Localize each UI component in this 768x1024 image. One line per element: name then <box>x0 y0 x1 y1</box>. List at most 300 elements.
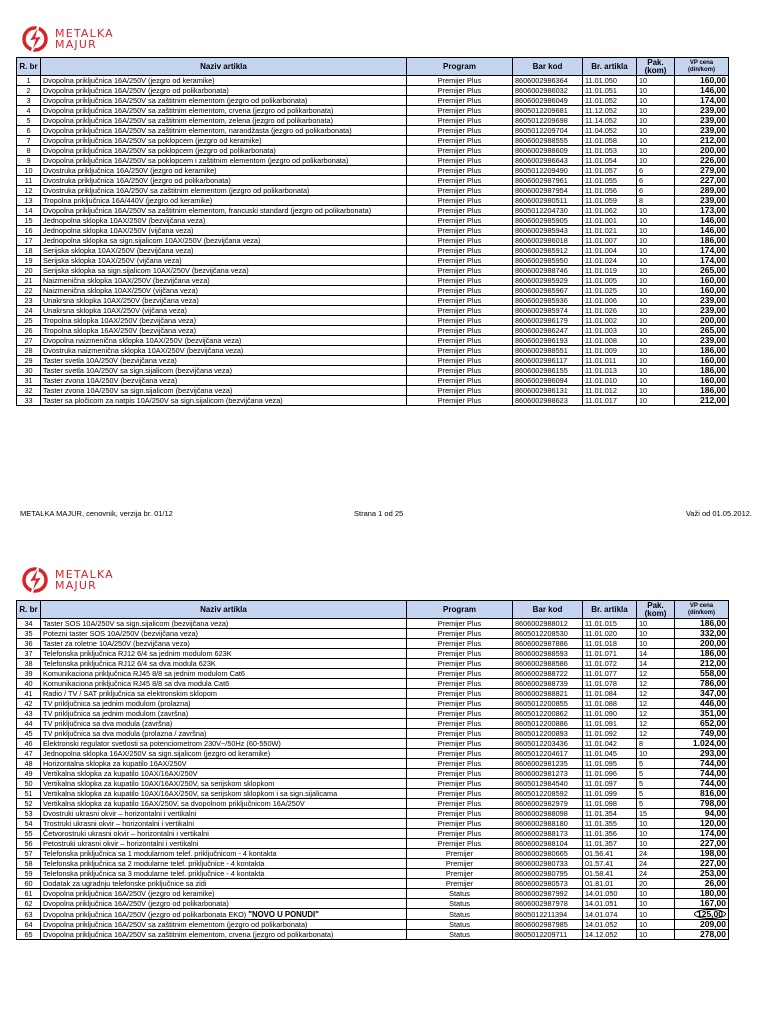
row-number: 61 <box>17 889 41 899</box>
barcode: 8606002987886 <box>513 639 583 649</box>
barcode: 8605012208530 <box>513 629 583 639</box>
barcode: 8605012209698 <box>513 116 583 126</box>
price: 186,00 <box>675 619 729 629</box>
program: Premijer Plus <box>407 629 513 639</box>
table-row <box>17 316 729 326</box>
item-name: Dvopolna priključnica 16A/250V (jezgro od polikarbonata) <box>41 899 407 909</box>
item-name: Telefonska priključnica sa 2 modularne telef. priključnice - 4 kontakta <box>41 859 407 869</box>
table-row <box>17 669 729 679</box>
pack-qty: 10 <box>637 126 675 136</box>
col-header-naziv: Naziv artikla <box>41 58 407 76</box>
price: 227,00 <box>675 176 729 186</box>
item-name: Taster zvona 10A/250V (bezvijčana veza) <box>41 376 407 386</box>
row-number: 34 <box>17 619 41 629</box>
item-code: 11.01.357 <box>583 839 637 849</box>
pack-qty: 10 <box>637 346 675 356</box>
item-name: Petostruki ukrasni okvir – horizontalni i vertikalni <box>41 839 407 849</box>
row-number: 35 <box>17 629 41 639</box>
price: 200,00 <box>675 146 729 156</box>
barcode: 8606002985950 <box>513 256 583 266</box>
program: Premijer Plus <box>407 256 513 266</box>
lightning-logo-icon <box>20 565 50 595</box>
item-code: 11.01.062 <box>583 206 637 216</box>
pack-qty: 10 <box>637 366 675 376</box>
item-code: 11.01.090 <box>583 709 637 719</box>
barcode: 8606002987961 <box>513 176 583 186</box>
program: Status <box>407 889 513 899</box>
price: 26,00 <box>675 879 729 889</box>
pack-qty: 24 <box>637 869 675 879</box>
pack-qty: 5 <box>637 799 675 809</box>
brand-name-line1: METALKA <box>55 568 114 581</box>
item-code: 11.01.058 <box>583 136 637 146</box>
price: 239,00 <box>675 196 729 206</box>
item-code: 11.01.008 <box>583 336 637 346</box>
program: Premijer Plus <box>407 106 513 116</box>
barcode: 8606002988623 <box>513 396 583 406</box>
brand-name-line2: MAJUR <box>55 579 97 592</box>
row-number: 25 <box>17 316 41 326</box>
program: Premijer Plus <box>407 186 513 196</box>
table-row <box>17 306 729 316</box>
pack-qty: 10 <box>637 156 675 166</box>
pack-qty: 10 <box>637 920 675 930</box>
item-code: 11.01.045 <box>583 749 637 759</box>
item-name: Serijska sklopka 10AX/250V (bezvijčana veza) <box>41 246 407 256</box>
barcode: 8606002986094 <box>513 376 583 386</box>
barcode: 8606002986643 <box>513 156 583 166</box>
program: Premijer Plus <box>407 206 513 216</box>
row-number: 65 <box>17 930 41 940</box>
col-header-program: Program <box>407 58 513 76</box>
program: Premijer Plus <box>407 246 513 256</box>
price: 652,00 <box>675 719 729 729</box>
table-row <box>17 849 729 859</box>
barcode: 8606002988180 <box>513 819 583 829</box>
row-number: 3 <box>17 96 41 106</box>
item-code: 11.01.002 <box>583 316 637 326</box>
item-code: 01.56.41 <box>583 849 637 859</box>
price: 786,00 <box>675 679 729 689</box>
table-row <box>17 276 729 286</box>
row-number: 7 <box>17 136 41 146</box>
price: 120,00 <box>675 819 729 829</box>
pack-qty: 10 <box>637 226 675 236</box>
row-number: 50 <box>17 779 41 789</box>
pack-qty: 10 <box>637 146 675 156</box>
table-row <box>17 749 729 759</box>
pack-qty: 10 <box>637 356 675 366</box>
item-code: 11.01.053 <box>583 146 637 156</box>
lightning-logo-icon <box>20 24 50 54</box>
price: 174,00 <box>675 256 729 266</box>
pack-qty: 10 <box>637 286 675 296</box>
price: 146,00 <box>675 216 729 226</box>
price: 816,00 <box>675 789 729 799</box>
pack-qty: 10 <box>637 629 675 639</box>
item-name: Vertikalna sklopka za kupatilo 10AX/16AX/250V <box>41 769 407 779</box>
price: 332,00 <box>675 629 729 639</box>
item-name: Dvostruka priključnica 16A/250V (jezgro od polikarbonata) <box>41 176 407 186</box>
program: Premijer Plus <box>407 86 513 96</box>
barcode: 8606002987954 <box>513 186 583 196</box>
table-row <box>17 236 729 246</box>
col-header-rbr: R. br <box>17 601 41 619</box>
program: Premijer Plus <box>407 346 513 356</box>
program: Premijer Plus <box>407 659 513 669</box>
program: Status <box>407 930 513 940</box>
row-number: 64 <box>17 920 41 930</box>
pack-qty: 8 <box>637 739 675 749</box>
item-name: TV priključnica sa jednim modulom (završna) <box>41 709 407 719</box>
pack-qty: 14 <box>637 649 675 659</box>
pack-qty: 10 <box>637 909 675 920</box>
price: 212,00 <box>675 659 729 669</box>
pack-qty: 20 <box>637 879 675 889</box>
barcode: 8605012200893 <box>513 729 583 739</box>
program: Premijer Plus <box>407 719 513 729</box>
row-number: 40 <box>17 679 41 689</box>
barcode: 8606002985929 <box>513 276 583 286</box>
program: Premijer Plus <box>407 126 513 136</box>
row-number: 44 <box>17 719 41 729</box>
row-number: 23 <box>17 296 41 306</box>
program: Premijer Plus <box>407 76 513 86</box>
row-number: 36 <box>17 639 41 649</box>
price: 265,00 <box>675 266 729 276</box>
barcode: 8606002986247 <box>513 326 583 336</box>
barcode: 8606002980795 <box>513 869 583 879</box>
pack-qty: 15 <box>637 809 675 819</box>
table-row <box>17 779 729 789</box>
table-row <box>17 126 729 136</box>
price: 160,00 <box>675 76 729 86</box>
table-row <box>17 659 729 669</box>
item-code: 11.01.078 <box>583 679 637 689</box>
table-body-2 <box>17 619 729 940</box>
brand-name-line2: MAJUR <box>55 38 97 51</box>
item-code: 11.01.099 <box>583 789 637 799</box>
price: 253,00 <box>675 869 729 879</box>
barcode: 8605012200886 <box>513 719 583 729</box>
table-row <box>17 396 729 406</box>
table-row <box>17 759 729 769</box>
item-name: Taster sa pločicom za natpis 10A/250V sa sign.sijalicom (bezvijčana veza) <box>41 396 407 406</box>
item-name: Naizmenična sklopka 10AX/250V (vijčana veza) <box>41 286 407 296</box>
program: Premijer Plus <box>407 226 513 236</box>
item-code: 11.01.011 <box>583 356 637 366</box>
item-name: Dvostruka priključnica 16A/250V sa zaštitnim elementom (jezgro od polikarbonata) <box>41 186 407 196</box>
col-header-pak: Pak. (kom) <box>637 58 675 76</box>
item-code: 11.01.013 <box>583 366 637 376</box>
table-row <box>17 729 729 739</box>
price: 289,00 <box>675 186 729 196</box>
row-number: 19 <box>17 256 41 266</box>
program: Premijer Plus <box>407 809 513 819</box>
table-row <box>17 769 729 779</box>
price: 160,00 <box>675 286 729 296</box>
pack-qty: 10 <box>637 889 675 899</box>
pack-qty: 10 <box>637 316 675 326</box>
pack-qty: 10 <box>637 819 675 829</box>
row-number: 4 <box>17 106 41 116</box>
item-code: 11.01.042 <box>583 739 637 749</box>
row-number: 56 <box>17 839 41 849</box>
barcode: 8606002988173 <box>513 829 583 839</box>
price: 744,00 <box>675 759 729 769</box>
pack-qty: 24 <box>637 859 675 869</box>
program: Premijer Plus <box>407 669 513 679</box>
row-number: 33 <box>17 396 41 406</box>
item-code: 11.14.052 <box>583 116 637 126</box>
row-number: 60 <box>17 879 41 889</box>
table-row <box>17 699 729 709</box>
item-name: Dodatak za ugradnju telefonske priključnice sa zidi <box>41 879 407 889</box>
item-code: 01.58.41 <box>583 869 637 879</box>
item-name: Jednopolna sklopka 16AX/250V sa sign.sijalicom (jezgro od keramike) <box>41 749 407 759</box>
price: 749,00 <box>675 729 729 739</box>
program: Premijer Plus <box>407 146 513 156</box>
item-name: Dvopolna priključnica 16A/250V sa zaštitnim elementom, crvena (jezgro od polikarbonata) <box>41 106 407 116</box>
price: 279,00 <box>675 166 729 176</box>
table-row <box>17 76 729 86</box>
pack-qty: 10 <box>637 376 675 386</box>
program: Premijer Plus <box>407 236 513 246</box>
barcode: 8606002986193 <box>513 336 583 346</box>
program: Premijer Plus <box>407 386 513 396</box>
pack-qty: 12 <box>637 719 675 729</box>
program: Premijer Plus <box>407 709 513 719</box>
row-number: 20 <box>17 266 41 276</box>
row-number: 18 <box>17 246 41 256</box>
program: Premijer Plus <box>407 136 513 146</box>
table-row <box>17 216 729 226</box>
barcode: 8606002988098 <box>513 809 583 819</box>
pack-qty: 12 <box>637 669 675 679</box>
row-number: 42 <box>17 699 41 709</box>
barcode: 8605012200855 <box>513 699 583 709</box>
price: 174,00 <box>675 96 729 106</box>
program: Premijer Plus <box>407 829 513 839</box>
row-number: 54 <box>17 819 41 829</box>
barcode: 8606002985967 <box>513 286 583 296</box>
barcode: 8605012209681 <box>513 106 583 116</box>
barcode: 8606002988104 <box>513 839 583 849</box>
price: 200,00 <box>675 639 729 649</box>
item-name: Taster svetla 10A/250V (bezvijčana veza) <box>41 356 407 366</box>
barcode: 8606002986364 <box>513 76 583 86</box>
program: Premijer <box>407 849 513 859</box>
program: Premijer Plus <box>407 779 513 789</box>
barcode: 8605012203436 <box>513 739 583 749</box>
program: Premijer Plus <box>407 266 513 276</box>
col-header-cena: VP cena (din/kom) <box>675 601 729 619</box>
item-code: 11.01.092 <box>583 729 637 739</box>
item-code: 11.01.059 <box>583 196 637 206</box>
barcode: 8606002986179 <box>513 316 583 326</box>
pack-qty: 12 <box>637 709 675 719</box>
item-code: 11.01.026 <box>583 306 637 316</box>
program: Premijer Plus <box>407 739 513 749</box>
row-number: 5 <box>17 116 41 126</box>
item-name: Unakrsna sklopka 10AX/250V (vijčana veza) <box>41 306 407 316</box>
table-row <box>17 266 729 276</box>
pack-qty: 10 <box>637 749 675 759</box>
item-code: 11.01.077 <box>583 669 637 679</box>
col-header-program: Program <box>407 601 513 619</box>
pack-qty: 10 <box>637 276 675 286</box>
item-code: 11.01.024 <box>583 256 637 266</box>
item-code: 11.01.054 <box>583 156 637 166</box>
table-row <box>17 859 729 869</box>
pack-qty: 6 <box>637 186 675 196</box>
table-row <box>17 386 729 396</box>
item-name: Tropolna sklopka 16AX/250V (bezvijčana veza) <box>41 326 407 336</box>
item-name: Dvopolna priključnica 16A/250V (jezgro od polikarbonata EKO) "NOVO U PONUDI" <box>41 909 407 920</box>
row-number: 59 <box>17 869 41 879</box>
program: Premijer Plus <box>407 789 513 799</box>
program: Status <box>407 899 513 909</box>
barcode: 8605012208592 <box>513 789 583 799</box>
program: Premijer Plus <box>407 326 513 336</box>
item-code: 11.01.012 <box>583 386 637 396</box>
price: 167,00 <box>675 899 729 909</box>
price: 227,00 <box>675 859 729 869</box>
item-name: Jednopolna sklopka 10AX/250V (bezvijčana veza) <box>41 216 407 226</box>
barcode: 8606002988821 <box>513 689 583 699</box>
barcode: 8606002988551 <box>513 346 583 356</box>
barcode: 8606002988593 <box>513 649 583 659</box>
item-code: 11.01.096 <box>583 769 637 779</box>
item-name: Taster svetla 10A/250V sa sign.sijalicom (bezvijčana veza) <box>41 366 407 376</box>
item-name: Telefonska priključnica RJ12 6/4 sa dva modula 623K <box>41 659 407 669</box>
barcode: 8606002986018 <box>513 236 583 246</box>
price-table-1 <box>16 57 729 406</box>
table-row <box>17 86 729 96</box>
item-code: 01.57.41 <box>583 859 637 869</box>
company-logo <box>20 563 114 597</box>
row-number: 1 <box>17 76 41 86</box>
price: 239,00 <box>675 336 729 346</box>
row-number: 37 <box>17 649 41 659</box>
barcode: 8605012209704 <box>513 126 583 136</box>
barcode: 8606002986117 <box>513 356 583 366</box>
item-name: Vertikalna sklopka za kupatilo 16AX/250V, sa dvopolnom priključnicom 16A/250V <box>41 799 407 809</box>
pack-qty: 10 <box>637 256 675 266</box>
price: 174,00 <box>675 829 729 839</box>
table-row <box>17 166 729 176</box>
barcode: 8606002985936 <box>513 296 583 306</box>
barcode: 8606002980573 <box>513 879 583 889</box>
item-name: Dvopolna priključnica 16A/250V sa zaštitnim elementom, narandžasta (jezgro od polikarbonata) <box>41 126 407 136</box>
pack-qty: 5 <box>637 769 675 779</box>
price: 186,00 <box>675 346 729 356</box>
pack-qty: 10 <box>637 116 675 126</box>
pack-qty: 24 <box>637 849 675 859</box>
item-code: 11.01.091 <box>583 719 637 729</box>
item-code: 11.01.006 <box>583 296 637 306</box>
item-code: 14.01.050 <box>583 889 637 899</box>
pack-qty: 5 <box>637 779 675 789</box>
item-code: 11.12.052 <box>583 106 637 116</box>
row-number: 30 <box>17 366 41 376</box>
program: Premijer Plus <box>407 769 513 779</box>
table-row <box>17 930 729 940</box>
item-name: Taster zvona 10A/250V sa sign.sijalicom (bezvijčana veza) <box>41 386 407 396</box>
program: Premijer Plus <box>407 729 513 739</box>
row-number: 57 <box>17 849 41 859</box>
item-name: Dvopolna priključnica 16A/250V sa zaštitnim elementom, francuski standard (jezgro od polikarbonata) <box>41 206 407 216</box>
table-row <box>17 869 729 879</box>
price: 265,00 <box>675 326 729 336</box>
barcode: 8605012209711 <box>513 930 583 940</box>
table-row <box>17 819 729 829</box>
item-name: Potezni taster SOS 10A/250V (bezvijčana veza) <box>41 629 407 639</box>
program: Premijer Plus <box>407 96 513 106</box>
item-name: Unakrsna sklopka 10AX/250V (bezvijčana veza) <box>41 296 407 306</box>
program: Premijer Plus <box>407 116 513 126</box>
table-row <box>17 346 729 356</box>
program: Premijer Plus <box>407 196 513 206</box>
item-code: 11.01.088 <box>583 699 637 709</box>
row-number: 39 <box>17 669 41 679</box>
barcode: 8606002980511 <box>513 196 583 206</box>
table-row <box>17 879 729 889</box>
price: 212,00 <box>675 396 729 406</box>
item-name: Elektronski regulator svetlosti sa potenciometrom 230V~/50Hz (60-550W) <box>41 739 407 749</box>
row-number: 55 <box>17 829 41 839</box>
row-number: 24 <box>17 306 41 316</box>
item-code: 11.01.009 <box>583 346 637 356</box>
row-number: 43 <box>17 709 41 719</box>
barcode: 8606002986049 <box>513 96 583 106</box>
barcode: 8606002987978 <box>513 899 583 909</box>
barcode: 8606002988746 <box>513 266 583 276</box>
item-code: 11.01.017 <box>583 396 637 406</box>
barcode: 8606002988722 <box>513 669 583 679</box>
table-row <box>17 326 729 336</box>
col-header-barkod: Bar kod <box>513 601 583 619</box>
table-row <box>17 186 729 196</box>
item-name: Dvopolna priključnica 16A/250V sa poklopcem (jezgro od keramike) <box>41 136 407 146</box>
price: 226,00 <box>675 156 729 166</box>
table-row <box>17 356 729 366</box>
program: Premijer Plus <box>407 639 513 649</box>
program: Premijer Plus <box>407 356 513 366</box>
program: Premijer Plus <box>407 619 513 629</box>
item-code: 14.01.074 <box>583 909 637 920</box>
program: Premijer Plus <box>407 799 513 809</box>
pack-qty: 10 <box>637 306 675 316</box>
pack-qty: 10 <box>637 839 675 849</box>
brand-name-line1: METALKA <box>55 27 114 40</box>
program: Premijer Plus <box>407 376 513 386</box>
item-name: Naizmenična sklopka 10AX/250V (bezvijčana veza) <box>41 276 407 286</box>
barcode: 8606002988586 <box>513 659 583 669</box>
row-number: 46 <box>17 739 41 749</box>
item-code: 11.01.057 <box>583 166 637 176</box>
program: Premijer Plus <box>407 216 513 226</box>
row-number: 31 <box>17 376 41 386</box>
program: Premijer Plus <box>407 396 513 406</box>
program: Premijer Plus <box>407 176 513 186</box>
item-code: 11.01.097 <box>583 779 637 789</box>
item-name: Komunikaciona priključnica RJ45 8/8 sa jednim modulom Cat6 <box>41 669 407 679</box>
price: 180,00 <box>675 889 729 899</box>
item-code: 11.01.021 <box>583 226 637 236</box>
pack-qty: 10 <box>637 96 675 106</box>
item-code: 11.01.025 <box>583 286 637 296</box>
